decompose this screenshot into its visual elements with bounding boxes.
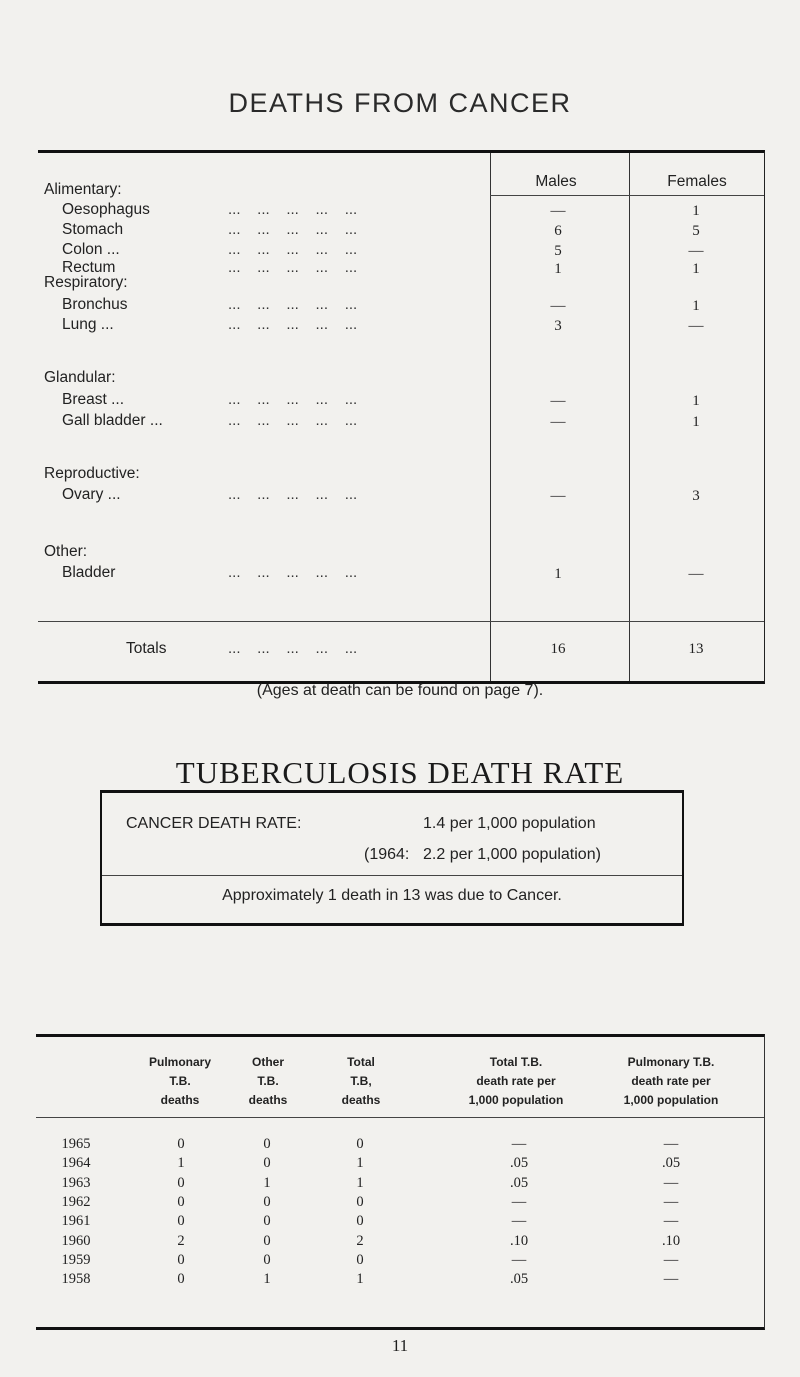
group-label: Reproductive: — [44, 465, 140, 482]
leader-dots: ... ... ... ... ... — [228, 241, 358, 258]
rate-1964-label: (1964: — [364, 846, 410, 863]
row-name: Breast ... — [62, 391, 125, 408]
box-divider — [102, 875, 682, 876]
leader-dots: ... ... ... ... ... — [228, 486, 358, 503]
leader-dots: ... ... ... ... ... — [228, 412, 358, 429]
header-line: T.B, — [350, 1074, 372, 1088]
rate-summary: Approximately 1 death in 13 was due to Cancer. — [222, 887, 562, 904]
males-value: — — [550, 488, 566, 504]
tb-cell-total: 2 — [356, 1232, 364, 1249]
tb-cell-rate-pulm: — — [663, 1251, 679, 1268]
header-line: deaths — [341, 1093, 381, 1107]
rate-value: 1.4 per 1,000 population — [423, 815, 596, 832]
tb-cell-rate-total: — — [511, 1193, 527, 1210]
leader-dots: ... ... ... ... ... — [228, 221, 358, 238]
header-line: Pulmonary T.B. — [627, 1055, 715, 1069]
males-value: — — [550, 414, 566, 430]
header-rule — [36, 1117, 764, 1118]
tb-cell-year: 1965 — [61, 1136, 91, 1152]
females-value: — — [688, 318, 704, 334]
cancer-title: DEATHS FROM CANCER — [228, 88, 572, 118]
header-line: 1,000 population — [468, 1093, 564, 1107]
females-value: 1 — [692, 203, 700, 219]
totals-males: 16 — [550, 641, 566, 657]
row-name: Rectum — [62, 259, 116, 276]
column-divider — [629, 153, 630, 681]
header-line: death rate per — [631, 1074, 711, 1088]
tb-column-header — [446, 1053, 586, 1110]
column-divider — [490, 153, 491, 681]
tb-column-header — [226, 1053, 310, 1110]
tb-cell-year: 1960 — [61, 1232, 91, 1249]
tb-cell-other: 1 — [263, 1174, 271, 1191]
tb-cell-total: 1 — [356, 1174, 364, 1191]
males-value: 5 — [554, 243, 562, 259]
females-value: 1 — [692, 393, 700, 409]
tb-cell-rate-total: .05 — [509, 1155, 529, 1172]
tb-cell-pulm: 0 — [177, 1213, 185, 1230]
tb-cell-pulm: 0 — [177, 1136, 185, 1152]
rate-label: CANCER DEATH RATE: — [126, 815, 302, 832]
tb-cell-other: 0 — [263, 1232, 271, 1249]
tb-cell-rate-pulm: — — [663, 1213, 679, 1230]
leader-dots: ... ... ... ... ... — [228, 564, 358, 581]
females-value: — — [688, 566, 704, 582]
cancer-table — [38, 150, 765, 684]
header-line: Total — [347, 1055, 375, 1069]
leader-dots: ... ... ... ... ... — [228, 391, 358, 408]
females-value: 1 — [692, 298, 700, 314]
tb-cell-rate-pulm: .10 — [661, 1232, 681, 1249]
females-value: 5 — [692, 223, 700, 239]
tb-cell-total: 1 — [356, 1271, 364, 1288]
header-line: Other — [251, 1055, 284, 1069]
header-line: Pulmonary — [148, 1055, 211, 1069]
tb-cell-rate-total: — — [511, 1251, 527, 1268]
tb-table — [36, 1034, 765, 1330]
tb-cell-total: 0 — [356, 1193, 364, 1210]
tb-cell-rate-total: — — [511, 1213, 527, 1230]
females-value: — — [688, 243, 704, 259]
group-label: Glandular: — [44, 369, 116, 386]
row-name: Bladder — [62, 564, 116, 581]
tb-cell-year: 1964 — [61, 1155, 91, 1172]
header-line: 1,000 population — [623, 1093, 719, 1107]
tb-cell-other: 1 — [263, 1271, 271, 1288]
males-value: 6 — [554, 223, 562, 239]
header-line: T.B. — [169, 1074, 191, 1088]
tb-cell-year: 1963 — [61, 1174, 91, 1191]
tb-cell-other: 0 — [263, 1193, 271, 1210]
tb-column-header — [316, 1053, 406, 1110]
tb-cell-rate-pulm: — — [663, 1271, 679, 1288]
tb-cell-rate-total: .05 — [509, 1174, 529, 1191]
tb-cell-other: 0 — [263, 1251, 271, 1268]
tb-cell-pulm: 0 — [177, 1193, 185, 1210]
row-name: Bronchus — [62, 296, 128, 313]
males-value: — — [550, 393, 566, 409]
cancer-note: (Ages at death can be found on page 7). — [256, 682, 544, 699]
page-number: 11 — [391, 1336, 409, 1355]
group-label: Other: — [44, 543, 88, 560]
totals-label: Totals — [126, 640, 167, 657]
tb-cell-rate-pulm: .05 — [661, 1155, 681, 1172]
tb-cell-pulm: 1 — [177, 1155, 185, 1172]
tb-cell-pulm: 2 — [177, 1232, 185, 1249]
header-line: deaths — [248, 1093, 288, 1107]
tb-cell-total: 0 — [356, 1213, 364, 1230]
tb-cell-other: 0 — [263, 1136, 271, 1152]
tb-title: TUBERCULOSIS DEATH RATE — [175, 755, 625, 790]
females-value: 1 — [692, 261, 700, 277]
leader-dots: ... ... ... ... ... — [228, 201, 358, 218]
tb-cell-total: 1 — [356, 1155, 364, 1172]
totals-females: 13 — [688, 641, 704, 657]
males-value: 1 — [554, 566, 562, 582]
tb-cell-rate-pulm: — — [663, 1136, 679, 1152]
row-name: Ovary ... — [62, 486, 121, 503]
tb-cell-year: 1962 — [61, 1193, 91, 1210]
tb-cell-rate-pulm: — — [663, 1174, 679, 1191]
tb-cell-pulm: 0 — [177, 1271, 185, 1288]
tb-cell-rate-total: .05 — [509, 1271, 529, 1288]
group-label: Alimentary: — [44, 181, 122, 198]
females-value: 3 — [692, 488, 700, 504]
header-line: Total T.B. — [489, 1055, 543, 1069]
header-females: Females — [667, 173, 727, 190]
rate-1964-value: 2.2 per 1,000 population) — [423, 846, 601, 863]
group-label: Respiratory: — [44, 274, 128, 291]
row-name: Gall bladder ... — [62, 412, 163, 429]
row-name: Oesophagus — [62, 201, 150, 218]
tb-cell-rate-total: — — [511, 1136, 527, 1152]
males-value: — — [550, 203, 566, 219]
header-rule — [490, 195, 764, 196]
tb-cell-rate-total: .10 — [509, 1232, 529, 1249]
tb-column-header — [130, 1053, 230, 1110]
tb-cell-year: 1959 — [61, 1251, 91, 1268]
leader-dots: ... ... ... ... ... — [228, 296, 358, 313]
row-name: Colon ... — [62, 241, 120, 258]
tb-cell-pulm: 0 — [177, 1251, 185, 1268]
males-value: — — [550, 298, 566, 314]
header-line: deaths — [160, 1093, 200, 1107]
males-value: 1 — [554, 261, 562, 277]
tb-cell-total: 0 — [356, 1251, 364, 1268]
leader-dots: ... ... ... ... ... — [228, 316, 358, 333]
header-males: Males — [535, 173, 577, 190]
header-line: T.B. — [257, 1074, 279, 1088]
tb-column-header — [596, 1053, 746, 1110]
header-line: death rate per — [476, 1074, 556, 1088]
tb-cell-other: 0 — [263, 1155, 271, 1172]
tb-cell-rate-pulm: — — [663, 1193, 679, 1210]
row-name: Lung ... — [62, 316, 114, 333]
females-value: 1 — [692, 414, 700, 430]
totals-rule — [38, 621, 764, 622]
leader-dots: ... ... ... ... ... — [228, 259, 358, 276]
tb-cell-other: 0 — [263, 1213, 271, 1230]
tb-cell-pulm: 0 — [177, 1174, 185, 1191]
tb-cell-total: 0 — [356, 1136, 364, 1152]
tb-cell-year: 1961 — [61, 1213, 91, 1230]
tb-cell-year: 1958 — [61, 1271, 91, 1288]
males-value: 3 — [554, 318, 562, 334]
cancer-rate-box — [100, 790, 684, 926]
row-name: Stomach — [62, 221, 124, 238]
leader-dots: ... ... ... ... ... — [228, 640, 358, 657]
